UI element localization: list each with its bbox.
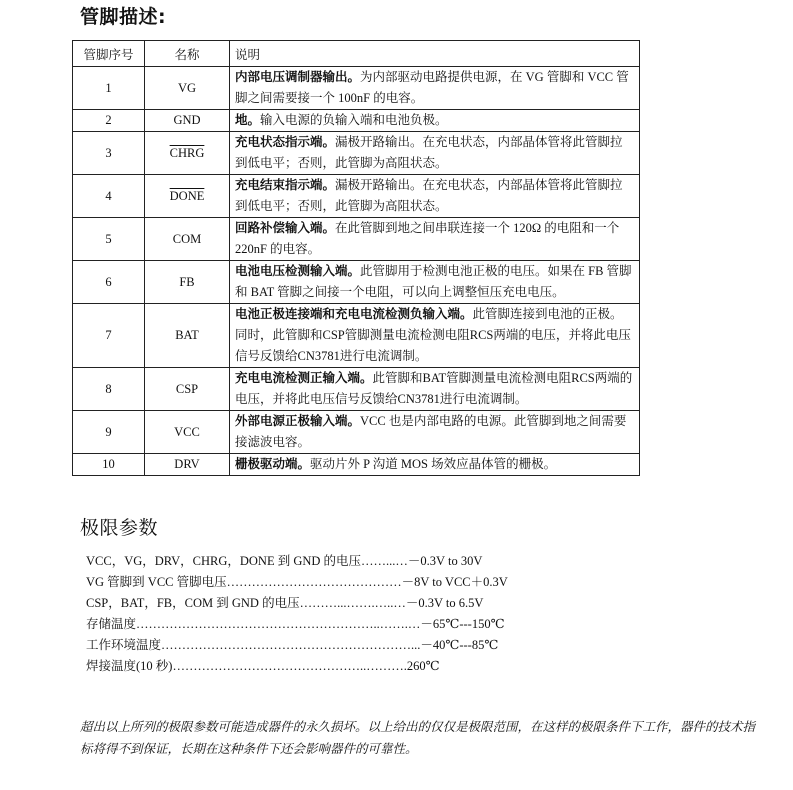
rating-item: VG 管脚到 VCC 管脚电压……………………………………－8V to VCC＋0.3V [86, 575, 508, 589]
pin-function-text: 驱动片外 P 沟道 MOS 场效应晶体管的栅极。 [310, 457, 557, 471]
pin-function-label: 充电电流检测正输入端。 [235, 371, 373, 385]
pin-number: 8 [73, 368, 145, 411]
pin-name [145, 132, 230, 175]
pin-description [230, 218, 640, 261]
pin-description [230, 132, 640, 175]
pin-function-label: 栅极驱动端。 [235, 457, 311, 471]
pin-function-label: 电池正极连接端和充电电流检测负输入端。 [235, 307, 473, 321]
pin-description [230, 454, 640, 476]
pin-name-text: DRV [174, 457, 200, 471]
rating-item: 焊接温度(10 秒)………………………………………..……….260℃ [86, 659, 440, 673]
header-description: 说明 [230, 41, 640, 67]
rating-item: 工作环境温度……………………………………………………...－40℃---85℃ [86, 638, 499, 652]
pin-name-text: GND [173, 113, 201, 127]
table-row [73, 454, 640, 476]
header-pin-number: 管脚序号 [73, 41, 145, 67]
pin-description [230, 411, 640, 454]
pin-number: 6 [73, 261, 145, 304]
pin-function-label: 回路补偿输入端。 [235, 221, 336, 235]
pin-name-text: VCC [174, 424, 200, 439]
pin-function-label: 充电状态指示端。 [235, 135, 336, 149]
pin-name-text: BAT [175, 328, 199, 342]
pin-function-label: 电池电压检测输入端。 [235, 264, 361, 278]
pin-name [145, 304, 230, 368]
pin-function-text: 漏极开路输出。在充电状态，内部晶体管将此管脚拉到低电平；否则，此管脚为高阻状态。 [235, 178, 623, 213]
pin-description [230, 261, 640, 304]
pin-function-text: 漏极开路输出。在充电状态，内部晶体管将此管脚拉到低电平；否则，此管脚为高阻状态。 [235, 135, 623, 170]
pin-function-text: 此管脚连接到电池的正极。同时，此管脚和CSP管脚测量电流检测电阻RCS两端的电压，并将此电压信号反馈给CN3781进行电流调制。 [235, 307, 631, 363]
pin-number: 5 [73, 218, 145, 261]
pin-name [145, 368, 230, 411]
pin-function-text: VCC 也是内部电路的电源。此管脚到地之间需要接滤波电容。 [235, 414, 627, 449]
pin-name [145, 110, 230, 132]
warning-note: 超出以上所列的极限参数可能造成器件的永久损坏。以上给出的仅仅是极限范围，在这样的极限条件下工作，器件的技术指标将得不到保证，长期在这种条件下还会影响器件的可靠性。 [80, 720, 756, 756]
pin-function-label: 充电结束指示端。 [235, 178, 336, 192]
pin-number: 1 [73, 67, 145, 110]
pin-function-text: 在此管脚到地之间串联连接一个 120Ω 的电阻和一个 220nF 的电容。 [235, 221, 620, 256]
pin-name-text: VG [177, 80, 197, 95]
table-row [73, 218, 640, 261]
pin-name [145, 67, 230, 110]
table-header-row [73, 41, 640, 67]
table-row [73, 411, 640, 454]
table-row [73, 175, 640, 218]
pin-number: 9 [73, 411, 145, 454]
pin-name-text: CSP [175, 381, 199, 396]
pin-name [145, 411, 230, 454]
pin-function-text: 此管脚用于检测电池正极的电压。如果在 FB 管脚和 BAT 管脚之间接一个电阻，可以向上调整恒压充电电压。 [235, 264, 632, 299]
pin-number: 2 [73, 110, 145, 132]
pin-description-table [72, 40, 640, 476]
pin-name-text: DONE [169, 188, 205, 203]
pin-function-text: 输入电源的负输入端和电池负极。 [260, 113, 448, 127]
pin-description [230, 368, 640, 411]
pin-number: 3 [73, 132, 145, 175]
pin-name [145, 175, 230, 218]
pin-function-text: 此管脚和BAT管脚测量电流检测电阻RCS两端的电压，并将此电压信号反馈给CN3781进行电流调制。 [235, 371, 633, 406]
absolute-ratings-title: 极限参数 [80, 517, 159, 539]
pin-name [145, 454, 230, 476]
pin-description [230, 304, 640, 368]
pin-number: 4 [73, 175, 145, 218]
pin-description [230, 110, 640, 132]
table-row [73, 132, 640, 175]
rating-item: CSP，BAT，FB，COM 到 GND 的电压………...…….…..…－0.3V to 6.5V [86, 596, 484, 610]
table-row [73, 67, 640, 110]
pin-function-text: 为内部驱动电路提供电源，在 VG 管脚和 VCC 管脚之间需要接一个 100nF 的电容。 [235, 70, 629, 105]
pin-name-text: CHRG [169, 145, 205, 160]
absolute-ratings-list [86, 551, 508, 677]
pin-function-label: 内部电压调制器输出。 [235, 70, 361, 84]
pin-description [230, 175, 640, 218]
pin-name-text: COM [172, 231, 202, 246]
pin-description [230, 67, 640, 110]
pin-function-label: 地。 [235, 113, 261, 127]
pin-name [145, 261, 230, 304]
rating-item: 存储温度…………………………………………………..…….…－65℃---150℃ [86, 617, 505, 631]
table-row [73, 304, 640, 368]
pin-number: 10 [73, 454, 145, 476]
pin-number: 7 [73, 304, 145, 368]
header-pin-name: 名称 [145, 41, 230, 67]
table-row [73, 261, 640, 304]
pin-description-title: 管脚描述: [80, 6, 167, 28]
rating-item: VCC，VG，DRV，CHRG，DONE 到 GND 的电压……...…－0.3V to 30V [86, 554, 483, 568]
table-row [73, 368, 640, 411]
pin-function-label: 外部电源正极输入端。 [235, 414, 361, 428]
pin-name-text: FB [179, 274, 195, 289]
pin-name [145, 218, 230, 261]
table-row [73, 110, 640, 132]
